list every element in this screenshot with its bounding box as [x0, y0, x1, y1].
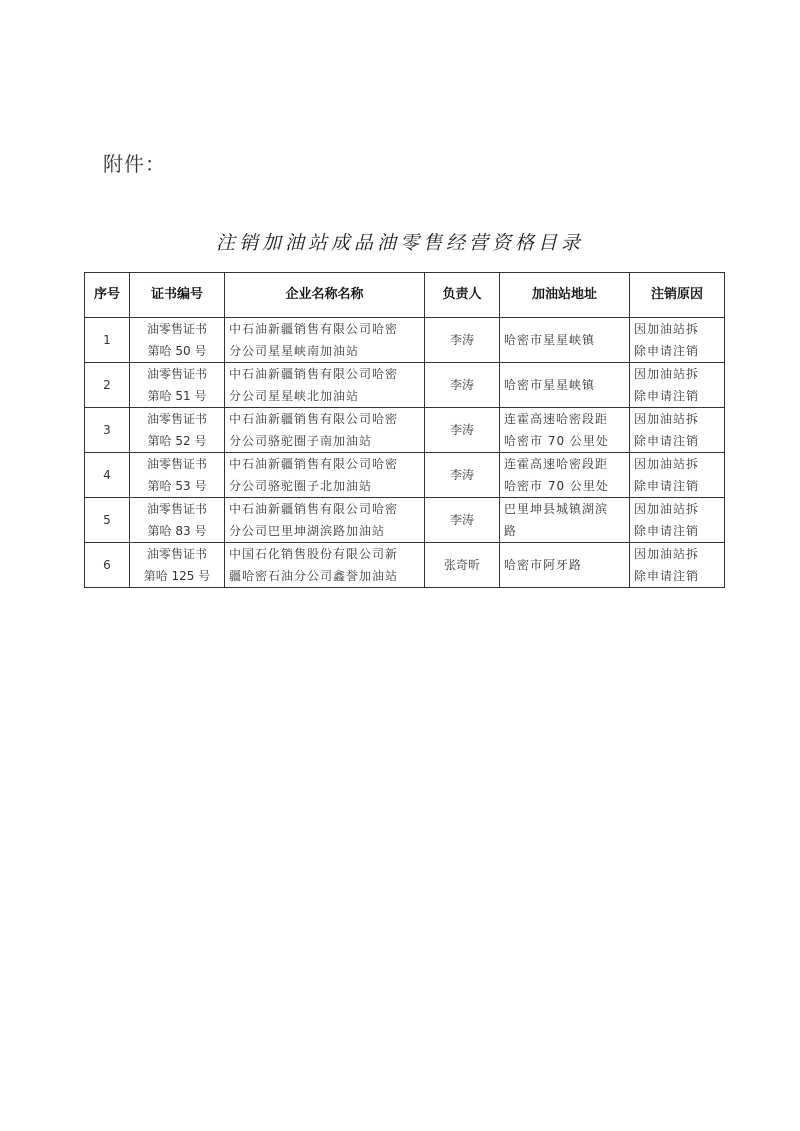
reason-line: 除申请注销: [634, 569, 700, 583]
cert-line: 第哈 125 号: [143, 569, 211, 583]
header-cert: 证书编号: [130, 273, 225, 318]
cell-no: 1: [85, 318, 130, 363]
reason-line: 因加油站拆: [634, 322, 700, 336]
cert-line: 第哈 53 号: [147, 479, 207, 493]
reason-line: 除申请注销: [634, 434, 700, 448]
company-line: 中石油新疆销售有限公司哈密: [229, 412, 399, 426]
company-line: 中石油新疆销售有限公司哈密: [229, 502, 399, 516]
table-row: [85, 543, 725, 588]
document-title: 注销加油站成品油零售经营资格目录: [215, 232, 584, 254]
cell-reason: [630, 453, 725, 498]
reason-line: 除申请注销: [634, 344, 700, 358]
header-no: 序号: [85, 273, 130, 318]
address-line: 连霍高速哈密段距: [504, 412, 609, 426]
header-company: 企业名称名称: [225, 273, 425, 318]
address-line: 哈密市星星峡镇: [504, 333, 596, 347]
cell-person: 李涛: [425, 453, 500, 498]
cell-no: 4: [85, 453, 130, 498]
reason-line: 除申请注销: [634, 389, 700, 403]
table-row: [85, 498, 725, 543]
cert-line: 油零售证书: [146, 502, 207, 516]
company-line: 中石油新疆销售有限公司哈密: [229, 457, 399, 471]
cert-line: 油零售证书: [146, 547, 207, 561]
cell-company: [225, 408, 425, 453]
reason-line: 除申请注销: [634, 524, 700, 538]
cert-line: 油零售证书: [146, 367, 207, 381]
cert-line: 第哈 52 号: [147, 434, 207, 448]
cell-person: 李涛: [425, 498, 500, 543]
cell-cert: [130, 543, 225, 588]
cell-person: 张奇昕: [425, 543, 500, 588]
cell-no: 2: [85, 363, 130, 408]
revocation-table: [84, 272, 725, 588]
cell-no: 6: [85, 543, 130, 588]
header-reason: 注销原因: [630, 273, 725, 318]
cert-line: 第哈 50 号: [147, 344, 207, 358]
cell-address: [500, 453, 630, 498]
address-line: 哈密市阿牙路: [504, 558, 583, 572]
cell-company: [225, 453, 425, 498]
cell-cert: [130, 408, 225, 453]
cert-line: 油零售证书: [146, 457, 207, 471]
company-line: 分公司星星峡南加油站: [229, 344, 360, 358]
address-line: 哈密市 70 公里处: [504, 479, 609, 493]
cert-line: 油零售证书: [146, 412, 207, 426]
cell-cert: [130, 363, 225, 408]
company-line: 分公司骆驼圈子北加油站: [229, 479, 373, 493]
cell-address: [500, 363, 630, 408]
cell-company: [225, 363, 425, 408]
cell-address: [500, 543, 630, 588]
address-line: 路: [504, 524, 518, 538]
reason-line: 因加油站拆: [634, 367, 700, 381]
address-line: 哈密市 70 公里处: [504, 434, 609, 448]
cell-no: 3: [85, 408, 130, 453]
address-line: 巴里坤县城镇湖滨: [504, 502, 609, 516]
company-line: 分公司巴里坤湖滨路加油站: [229, 524, 386, 538]
reason-line: 因加油站拆: [634, 502, 700, 516]
cell-reason: [630, 498, 725, 543]
cell-company: [225, 543, 425, 588]
reason-line: 除申请注销: [634, 479, 700, 493]
cell-cert: [130, 453, 225, 498]
address-line: 连霍高速哈密段距: [504, 457, 609, 471]
cell-cert: [130, 318, 225, 363]
cert-line: 第哈 51 号: [147, 389, 207, 403]
cell-reason: [630, 318, 725, 363]
reason-line: 因加油站拆: [634, 412, 700, 426]
cell-reason: [630, 543, 725, 588]
company-line: 疆哈密石油分公司鑫誉加油站: [229, 569, 399, 583]
cell-cert: [130, 498, 225, 543]
reason-line: 因加油站拆: [634, 547, 700, 561]
table-row: [85, 408, 725, 453]
cert-line: 油零售证书: [146, 322, 207, 336]
cell-address: [500, 318, 630, 363]
cell-no: 5: [85, 498, 130, 543]
table-row: [85, 318, 725, 363]
cell-address: [500, 498, 630, 543]
reason-line: 因加油站拆: [634, 457, 700, 471]
company-line: 中石油新疆销售有限公司哈密: [229, 322, 399, 336]
cell-company: [225, 318, 425, 363]
company-line: 中石油新疆销售有限公司哈密: [229, 367, 399, 381]
company-line: 分公司骆驼圈子南加油站: [229, 434, 373, 448]
attachment-label: 附件：: [103, 152, 166, 176]
table-row: [85, 363, 725, 408]
table-row: [85, 453, 725, 498]
table-header-row: [85, 273, 725, 318]
cell-address: [500, 408, 630, 453]
cert-line: 第哈 83 号: [147, 524, 207, 538]
cell-person: 李涛: [425, 318, 500, 363]
company-line: 中国石化销售股份有限公司新: [229, 547, 399, 561]
cell-reason: [630, 408, 725, 453]
cell-person: 李涛: [425, 408, 500, 453]
cell-person: 李涛: [425, 363, 500, 408]
header-address: 加油站地址: [500, 273, 630, 318]
company-line: 分公司星星峡北加油站: [229, 389, 360, 403]
header-person: 负责人: [425, 273, 500, 318]
cell-reason: [630, 363, 725, 408]
cell-company: [225, 498, 425, 543]
address-line: 哈密市星星峡镇: [504, 378, 596, 392]
